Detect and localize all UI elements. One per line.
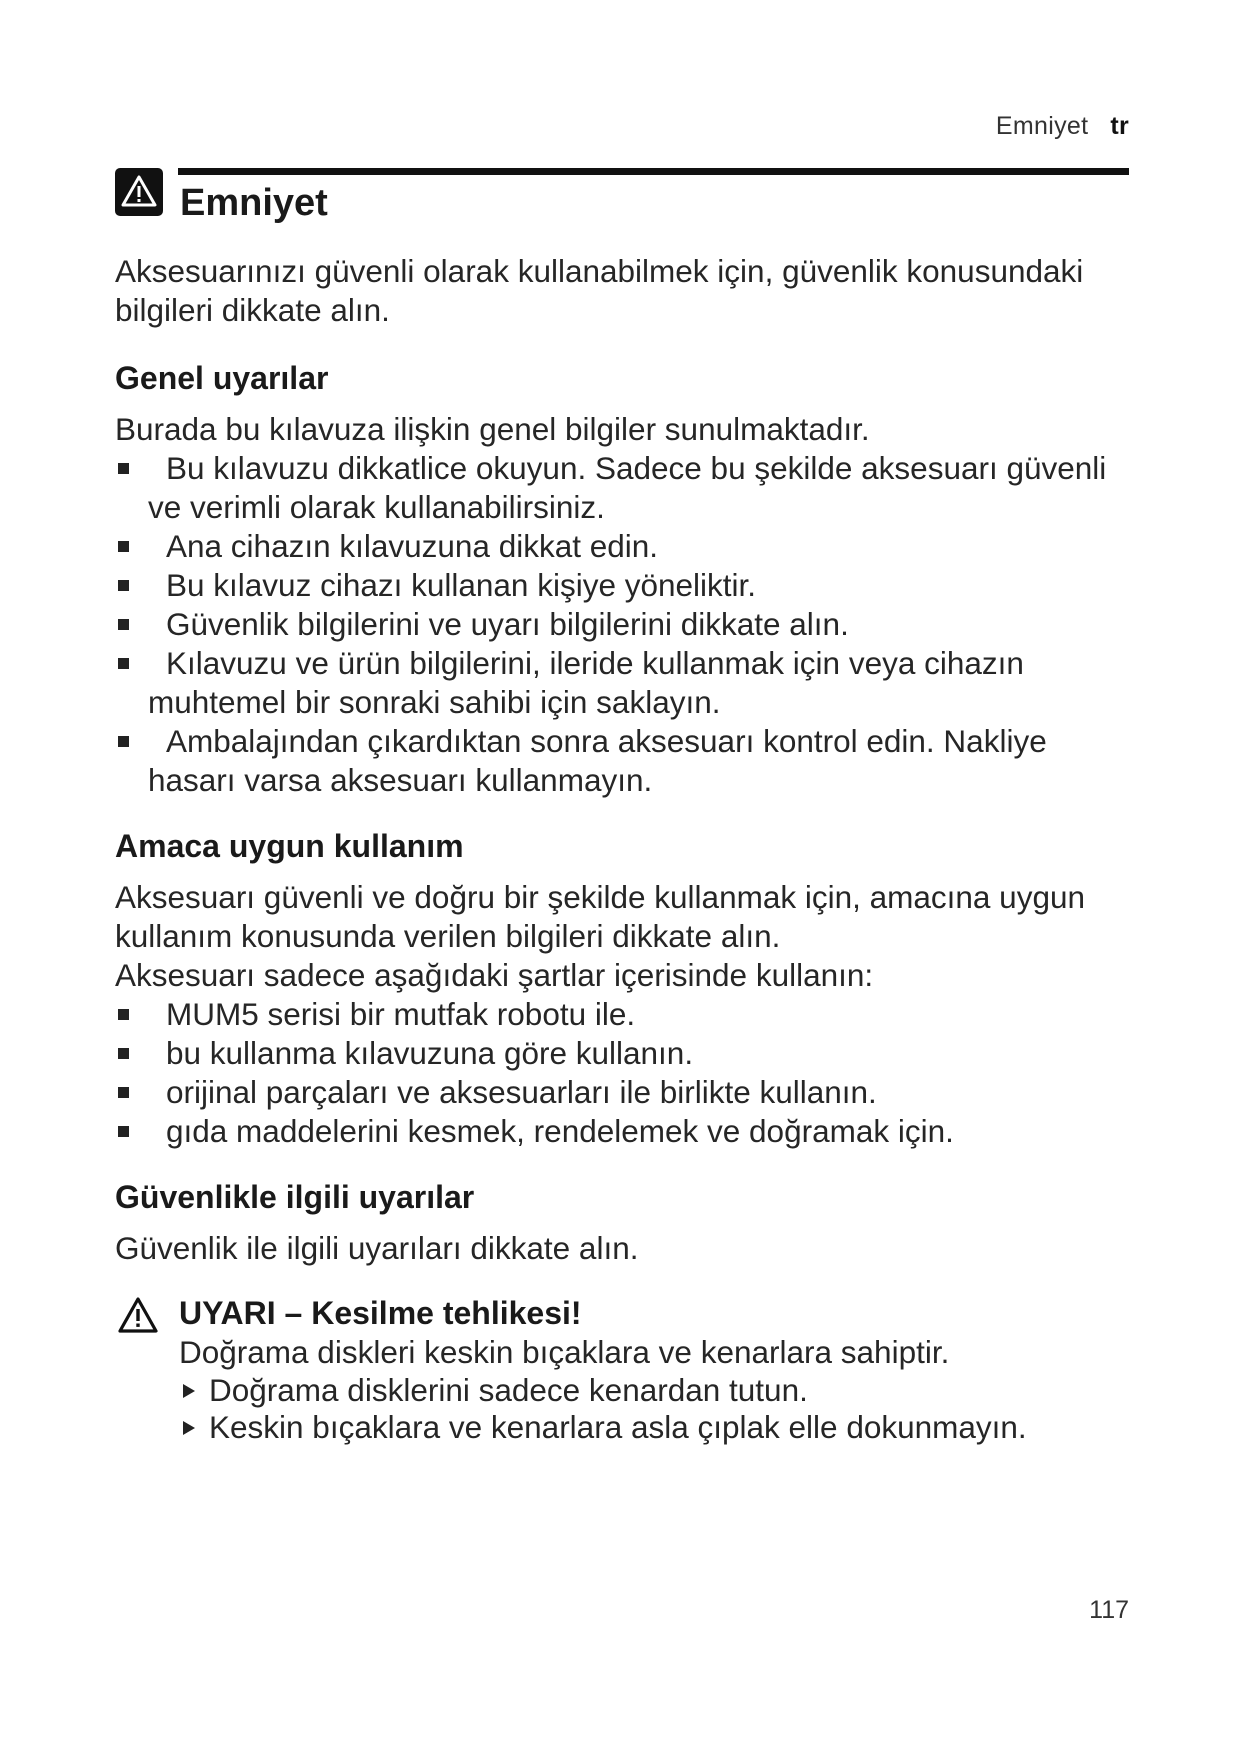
main-content <box>115 252 1135 1446</box>
safety-lead: Güvenlik ile ilgili uyarıları dikkate alın. <box>115 1230 639 1266</box>
running-header <box>996 112 1129 141</box>
list-item: gıda maddelerini kesmek, rendelemek ve doğramak için. <box>115 1112 1135 1151</box>
list-item: Bu kılavuzu dikkatlice okuyun. Sadece bu şekilde aksesuarı güvenli ve verimli olarak kullanabilirsiniz. <box>115 449 1135 527</box>
list-item: orijinal parçaları ve aksesuarları ile birlikte kullanın. <box>115 1073 1135 1112</box>
section-spacer <box>115 800 1135 826</box>
section-spacer <box>115 1151 1135 1177</box>
intended-use-lead-2: Aksesuarı sadece aşağıdaki şartlar içerisinde kullanın: <box>115 957 874 993</box>
list-item: Kılavuzu ve ürün bilgilerini, ileride kullanmak için veya cihazın muhtemel bir sonraki sahibi için saklayın. <box>115 644 1135 722</box>
square-bullet-icon <box>118 580 129 591</box>
intended-use-lead-1: Aksesuarı güvenli ve doğru bir şekilde kullanmak için, amacına uygun kullanım konusunda verilen bilgileri dikkate alın. <box>115 879 1086 954</box>
triangle-arrow-icon <box>183 1421 195 1435</box>
warning-title: UYARI – Kesilme tehlikesi! <box>179 1295 582 1331</box>
section-heading-intended-use: Amaca uygun kullanım <box>115 828 464 864</box>
list-item: Güvenlik bilgilerini ve uyarı bilgilerini dikkate alın. <box>115 605 1135 644</box>
general-lead: Burada bu kılavuza ilişkin genel bilgiler sunulmaktadır. <box>115 411 870 447</box>
list-item: Ambalajından çıkardıktan sonra aksesuarı kontrol edin. Nakliye hasarı varsa aksesuarı kullanmayın. <box>115 722 1135 800</box>
section-heading-safety: Güvenlikle ilgili uyarılar <box>115 1179 475 1215</box>
warning-block <box>115 1294 1135 1446</box>
intended-use-list <box>115 995 1135 1151</box>
general-list <box>115 449 1135 800</box>
warning-text: Doğrama diskleri keskin bıçaklara ve kenarlara sahiptir. <box>179 1334 950 1370</box>
action-item: Doğrama disklerini sadece kenardan tutun. <box>179 1372 1135 1409</box>
intro-paragraph: Aksesuarınızı güvenli olarak kullanabilmek için, güvenlik konusundaki bilgileri dikkate alın. <box>115 253 1084 328</box>
square-bullet-icon <box>118 619 129 630</box>
list-item: bu kullanma kılavuzuna göre kullanın. <box>115 1034 1135 1073</box>
list-item: Bu kılavuz cihazı kullanan kişiye yöneliktir. <box>115 566 1135 605</box>
action-item: Keskin bıçaklara ve kenarlara asla çıplak elle dokunmayın. <box>179 1409 1135 1446</box>
triangle-arrow-icon <box>183 1384 195 1398</box>
running-header-section: Emniyet <box>995 112 1089 140</box>
square-bullet-icon <box>118 1009 129 1020</box>
page-title: Emniyet <box>180 182 328 224</box>
square-bullet-icon <box>118 658 129 669</box>
section-heading-general: Genel uyarılar <box>115 360 329 396</box>
square-bullet-icon <box>118 1126 129 1137</box>
warning-triangle-icon <box>115 168 163 216</box>
warning-triangle-icon <box>117 1296 159 1334</box>
list-item: Ana cihazın kılavuzuna dikkat edin. <box>115 527 1135 566</box>
square-bullet-icon <box>118 463 129 474</box>
square-bullet-icon <box>118 1048 129 1059</box>
square-bullet-icon <box>118 1087 129 1098</box>
running-header-language: tr <box>1110 112 1129 140</box>
title-rule <box>178 168 1129 175</box>
square-bullet-icon <box>118 541 129 552</box>
page-number: 117 <box>1089 1596 1129 1624</box>
warning-actions <box>179 1372 1135 1446</box>
list-item: MUM5 serisi bir mutfak robotu ile. <box>115 995 1135 1034</box>
square-bullet-icon <box>118 736 129 747</box>
